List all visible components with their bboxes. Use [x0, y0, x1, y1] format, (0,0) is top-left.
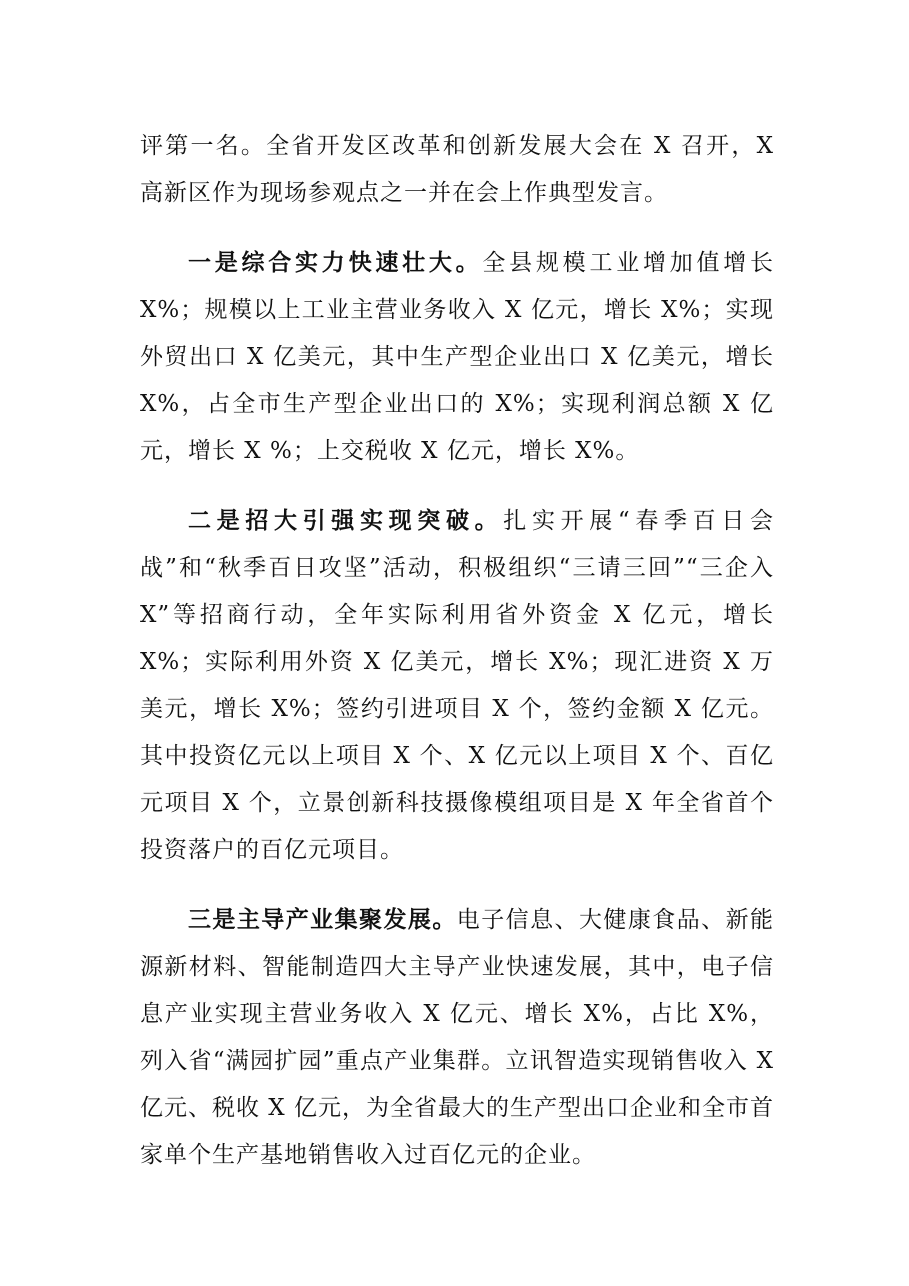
paragraph-text: 扎实开展“春季百日会战”和“秋季百日攻坚”活动，积极组织“三请三回”“三企入 X”等招商行动，全年实际利用省外资金 X 亿元，增长 X%；实际利用外资 X 亿美元，增长 X%；现汇进资 X 万美元，增长 X%；签约引进项目 X 个，签约金额 X 亿元。其中投资亿元以上项目 X 个、X 亿元以上项目 X 个、百亿元项目 X 个，立景创新科技摄像模组项目是 X 年全省首个投资落户的百亿元项目。 — [140, 508, 774, 863]
paragraph-text: 全县规模工业增加值增长 X%；规模以上工业主营业务收入 X 亿元，增长 X%；实现外贸出口 X 亿美元，其中生产型企业出口 X 亿美元，增长 X%，占全市生产型企业出口的 X%；实现利润总额 X 亿元，增长 X %；上交税收 X 亿元，增长 X%。 — [140, 250, 775, 464]
document-body — [140, 123, 774, 1179]
paragraph-text: 电子信息、大健康食品、新能源新材料、智能制造四大主导产业快速发展，其中，电子信息产业实现主营业务收入 X 亿元、增长 X%，占比 X%，列入省“满园扩园”重点产业集群。立讯智造实现销售收入 X 亿元、税收 X 亿元，为全省最大的生产型出口企业和全市首家单个生产基地销售收入过百亿元的企业。 — [140, 907, 775, 1168]
paragraph-comprehensive-strength — [140, 240, 774, 475]
paragraph-investment-attraction — [140, 498, 774, 874]
paragraph-text: 评第一名。全省开发区改革和创新发展大会在 X 召开，X 高新区作为现场参观点之一并在会上作典型发言。 — [140, 133, 774, 206]
paragraph-continuation — [140, 123, 774, 217]
paragraph-heading: 一是综合实力快速壮大。 — [188, 250, 483, 276]
paragraph-leading-industries — [140, 897, 774, 1179]
paragraph-heading: 三是主导产业集聚发展。 — [188, 907, 457, 933]
paragraph-heading: 二是招大引强实现突破。 — [188, 508, 504, 534]
